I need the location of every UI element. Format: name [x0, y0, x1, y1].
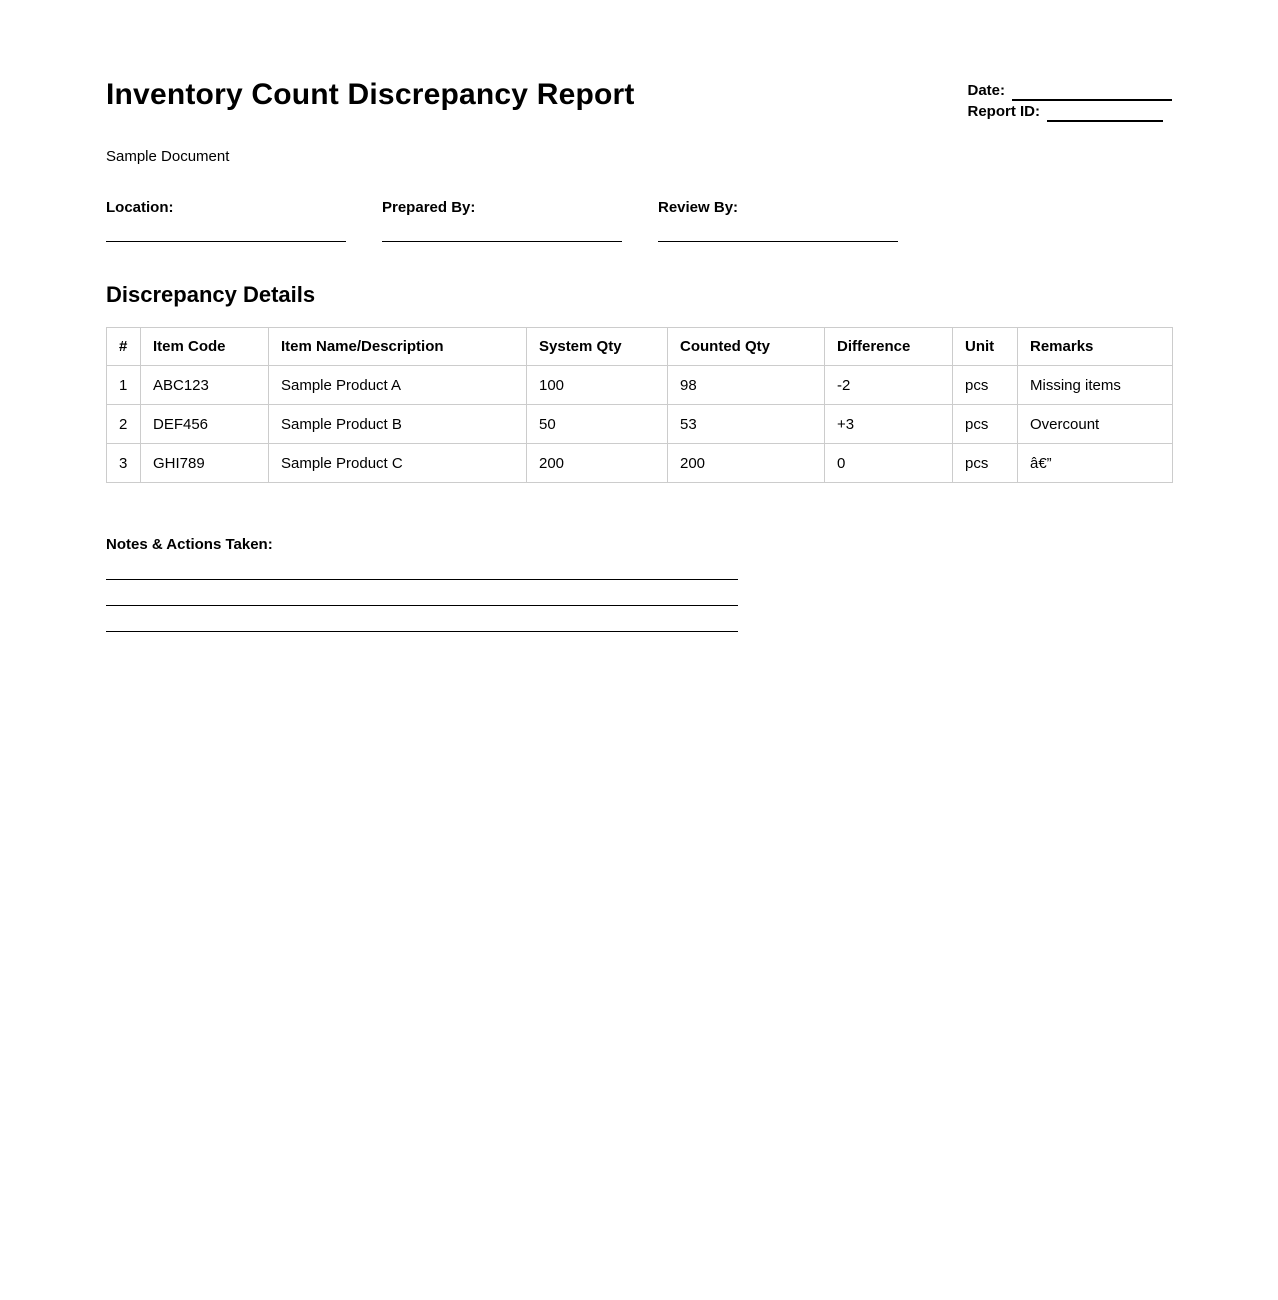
column-header: Unit — [953, 328, 1018, 366]
table-cell: 50 — [527, 405, 668, 444]
field-review-by-blank-line — [658, 216, 898, 242]
report-id-label: Report ID: — [967, 103, 1040, 120]
table-cell: 0 — [825, 444, 953, 483]
table-cell: DEF456 — [141, 405, 269, 444]
report-id-blank-line — [1047, 107, 1163, 122]
document-header — [106, 78, 1172, 122]
meta-block — [967, 78, 1172, 122]
column-header: Item Name/Description — [269, 328, 527, 366]
table-cell: -2 — [825, 366, 953, 405]
field-prepared-by-label: Prepared By: — [382, 198, 476, 216]
section-title: Discrepancy Details — [106, 282, 316, 307]
field-prepared-by — [382, 200, 622, 243]
table-cell: 100 — [527, 366, 668, 405]
table-cell: pcs — [953, 366, 1018, 405]
field-location — [106, 200, 346, 243]
table-cell: 98 — [668, 366, 825, 405]
field-prepared-by-blank-line — [382, 216, 622, 242]
report-id-row — [967, 101, 1172, 122]
table-cell: 3 — [107, 444, 141, 483]
discrepancy-table — [106, 327, 1173, 483]
page-title: Inventory Count Discrepancy Report — [106, 78, 635, 111]
table-cell: GHI789 — [141, 444, 269, 483]
table-cell: 200 — [527, 444, 668, 483]
column-header: Remarks — [1018, 328, 1173, 366]
table-row — [107, 366, 1173, 405]
notes-blank-line — [106, 580, 738, 606]
notes-blank-lines — [106, 554, 1172, 632]
table-row — [107, 405, 1173, 444]
table-cell: 53 — [668, 405, 825, 444]
table-body — [107, 366, 1173, 483]
field-location-label: Location: — [106, 198, 174, 216]
date-blank-line — [1012, 86, 1172, 101]
table-cell: Missing items — [1018, 366, 1173, 405]
date-label: Date: — [967, 82, 1005, 99]
table-cell: 1 — [107, 366, 141, 405]
column-header: System Qty — [527, 328, 668, 366]
table-cell: ABC123 — [141, 366, 269, 405]
table-cell: pcs — [953, 405, 1018, 444]
notes-section — [106, 537, 1172, 632]
notes-blank-line — [106, 606, 738, 632]
table-cell: 200 — [668, 444, 825, 483]
column-header: Counted Qty — [668, 328, 825, 366]
table-cell: Sample Product B — [269, 405, 527, 444]
table-cell: Sample Product C — [269, 444, 527, 483]
signature-fields — [106, 200, 1172, 243]
column-header: # — [107, 328, 141, 366]
field-review-by-label: Review By: — [658, 198, 739, 216]
column-header: Item Code — [141, 328, 269, 366]
field-review-by — [658, 200, 898, 243]
notes-label: Notes & Actions Taken: — [106, 536, 273, 554]
date-row — [967, 80, 1172, 101]
column-header: Difference — [825, 328, 953, 366]
field-location-blank-line — [106, 216, 346, 242]
table-cell: pcs — [953, 444, 1018, 483]
document-subtitle: Sample Document — [106, 148, 230, 165]
table-cell: Overcount — [1018, 405, 1173, 444]
notes-blank-line — [106, 554, 738, 580]
table-row — [107, 444, 1173, 483]
table-cell: +3 — [825, 405, 953, 444]
table-cell: Sample Product A — [269, 366, 527, 405]
table-header-row — [107, 328, 1173, 366]
table-cell: â€” — [1018, 444, 1173, 483]
table-cell: 2 — [107, 405, 141, 444]
